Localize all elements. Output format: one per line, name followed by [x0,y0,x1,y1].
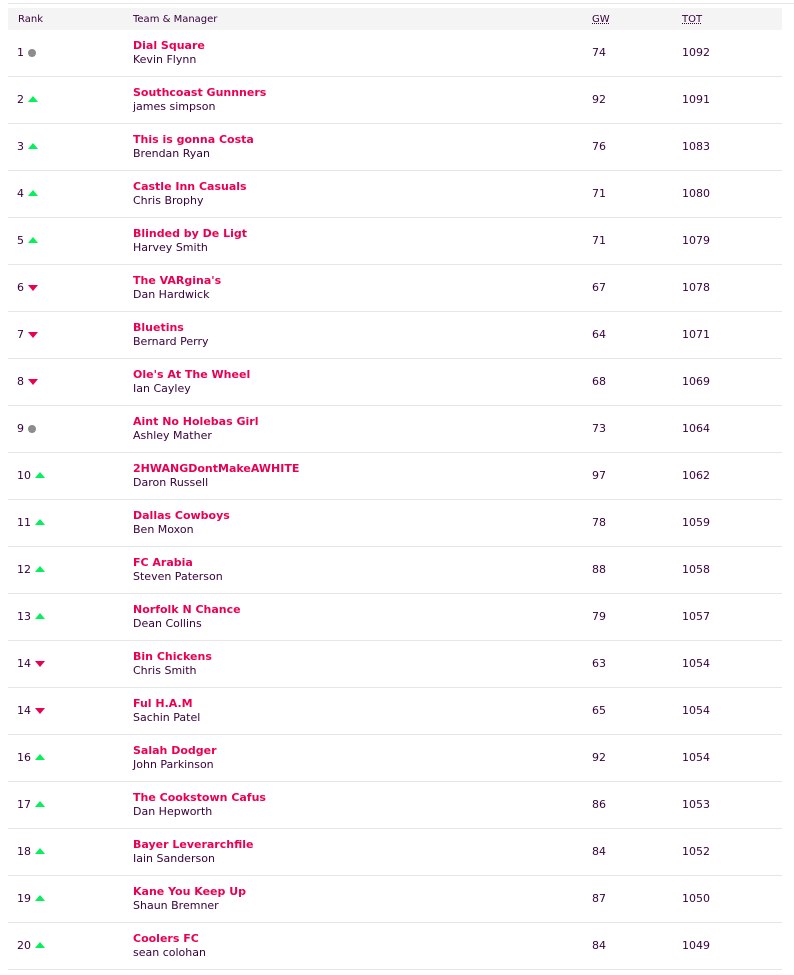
rank-cell [17,704,45,717]
movement-up-icon [28,143,38,149]
total-points: 1053 [682,798,710,811]
manager-name: John Parkinson [133,758,214,771]
gameweek-points: 88 [592,563,606,576]
table-body [8,30,782,970]
table-row [8,406,782,453]
gameweek-points: 97 [592,469,606,482]
manager-name: Daron Russell [133,476,209,489]
gameweek-points: 68 [592,375,606,388]
movement-down-icon [28,332,38,338]
table-row [8,923,782,970]
manager-name: Chris Brophy [133,194,204,207]
movement-up-icon [28,96,38,102]
table-row [8,594,782,641]
rank-number: 10 [17,469,31,482]
total-points: 1054 [682,751,710,764]
total-points: 1052 [682,845,710,858]
table-row [8,453,782,500]
total-points: 1054 [682,657,710,670]
gameweek-points: 63 [592,657,606,670]
gameweek-points: 78 [592,516,606,529]
rank-number: 5 [17,234,24,247]
team-name-link[interactable]: Coolers FC [133,932,199,945]
total-points: 1062 [682,469,710,482]
team-name-link[interactable]: 2HWANGDontMakeAWHITE [133,462,300,475]
rank-number: 6 [17,281,24,294]
rank-cell [17,234,38,247]
table-header [8,8,782,30]
manager-name: Dan Hepworth [133,805,213,818]
movement-up-icon [35,801,45,807]
table-row [8,500,782,547]
total-points: 1071 [682,328,710,341]
movement-down-icon [35,661,45,667]
rank-cell [17,469,45,482]
team-name-link[interactable]: FC Arabia [133,556,193,569]
rank-number: 20 [17,939,31,952]
table-row [8,77,782,124]
rank-cell [17,93,38,106]
gameweek-points: 79 [592,610,606,623]
gameweek-points: 92 [592,93,606,106]
movement-up-icon [35,472,45,478]
gameweek-points: 65 [592,704,606,717]
rank-number: 7 [17,328,24,341]
gameweek-points: 86 [592,798,606,811]
manager-name: Dean Collins [133,617,202,630]
table-row [8,876,782,923]
table-row [8,688,782,735]
rank-cell [17,187,38,200]
rank-cell [17,281,38,294]
manager-name: Shaun Bremner [133,899,219,912]
rank-cell [17,610,45,623]
rank-cell [17,657,45,670]
rank-cell [17,892,45,905]
rank-cell [17,328,38,341]
gameweek-points: 67 [592,281,606,294]
total-points: 1057 [682,610,710,623]
table-row [8,359,782,406]
table-row [8,265,782,312]
team-name-link[interactable]: Blinded by De Ligt [133,227,248,240]
manager-name: Iain Sanderson [133,852,215,865]
rank-cell [17,516,45,529]
gameweek-points: 71 [592,234,606,247]
table-row [8,782,782,829]
team-name-link[interactable]: Salah Dodger [133,744,217,757]
rank-cell [17,375,38,388]
rank-cell [17,46,36,59]
rank-number: 3 [17,140,24,153]
total-points: 1078 [682,281,710,294]
movement-down-icon [28,285,38,291]
manager-name: Dan Hardwick [133,288,210,301]
movement-up-icon [35,566,45,572]
movement-up-icon [35,613,45,619]
gameweek-points: 87 [592,892,606,905]
team-name-link[interactable]: Bin Chickens [133,650,212,663]
movement-up-icon [35,754,45,760]
manager-name: Ian Cayley [133,382,191,395]
team-name-link[interactable]: Ful H.A.M [133,697,193,710]
team-name-link[interactable]: Kane You Keep Up [133,885,247,898]
total-points: 1083 [682,140,710,153]
table-row [8,641,782,688]
rank-cell [17,751,45,764]
rank-number: 11 [17,516,31,529]
movement-up-icon [35,848,45,854]
rank-number: 1 [17,46,24,59]
gameweek-points: 74 [592,46,606,59]
total-points: 1058 [682,563,710,576]
rank-cell [17,845,45,858]
manager-name: Steven Paterson [133,570,223,583]
table-row [8,312,782,359]
table-row [8,30,782,77]
rank-cell [17,140,38,153]
rank-number: 8 [17,375,24,388]
gw-column-header[interactable]: GW [592,13,610,25]
rank-number: 19 [17,892,31,905]
team-manager-column-header: Team & Manager [133,13,218,25]
movement-up-icon [28,237,38,243]
movement-up-icon [35,942,45,948]
standings-table [8,8,782,970]
movement-same-icon [28,425,36,433]
total-points: 1049 [682,939,710,952]
rank-cell [17,422,36,435]
gameweek-points: 84 [592,845,606,858]
total-points: 1079 [682,234,710,247]
team-name-link[interactable]: Ole's At The Wheel [133,368,251,381]
team-name-link[interactable]: Southcoast Gunnners [133,86,267,99]
team-name-link[interactable]: Castle Inn Casuals [133,180,247,193]
movement-down-icon [28,379,38,385]
rank-number: 16 [17,751,31,764]
rank-number: 17 [17,798,31,811]
manager-name: Harvey Smith [133,241,208,254]
total-points: 1054 [682,704,710,717]
table-row [8,171,782,218]
top-divider [8,3,794,4]
manager-name: Kevin Flynn [133,53,197,66]
tot-column-header[interactable]: TOT [682,13,703,25]
table-row [8,218,782,265]
rank-number: 12 [17,563,31,576]
team-name-link[interactable]: Dallas Cowboys [133,509,230,522]
total-points: 1050 [682,892,710,905]
movement-up-icon [35,895,45,901]
gameweek-points: 73 [592,422,606,435]
team-name-link[interactable]: Aint No Holebas Girl [133,415,259,428]
gameweek-points: 92 [592,751,606,764]
team-name-link[interactable]: Bayer Leverarchfile [133,838,254,851]
rank-cell [17,798,45,811]
manager-name: Ashley Mather [133,429,212,442]
manager-name: james simpson [133,100,216,113]
gameweek-points: 64 [592,328,606,341]
movement-same-icon [28,49,36,57]
table-row [8,829,782,876]
team-name-link[interactable]: Norfolk N Chance [133,603,241,616]
table-row [8,124,782,171]
table-row [8,735,782,782]
team-name-link[interactable]: This is gonna Costa [133,133,254,146]
rank-number: 14 [17,704,31,717]
rank-number: 4 [17,187,24,200]
team-name-link[interactable]: Bluetins [133,321,184,334]
gameweek-points: 76 [592,140,606,153]
table-row [8,547,782,594]
rank-number: 14 [17,657,31,670]
total-points: 1091 [682,93,710,106]
manager-name: Sachin Patel [133,711,201,724]
movement-down-icon [35,708,45,714]
rank-number: 9 [17,422,24,435]
total-points: 1092 [682,46,710,59]
rank-cell [17,563,45,576]
manager-name: sean colohan [133,946,206,959]
total-points: 1080 [682,187,710,200]
manager-name: Brendan Ryan [133,147,211,160]
team-name-link[interactable]: The VARgina's [133,274,222,287]
rank-number: 18 [17,845,31,858]
rank-column-header: Rank [18,13,43,25]
team-name-link[interactable]: The Cookstown Cafus [133,791,266,804]
rank-number: 2 [17,93,24,106]
manager-name: Chris Smith [133,664,197,677]
total-points: 1064 [682,422,710,435]
gameweek-points: 84 [592,939,606,952]
rank-cell [17,939,45,952]
gameweek-points: 71 [592,187,606,200]
manager-name: Ben Moxon [133,523,194,536]
movement-up-icon [28,190,38,196]
team-name-link[interactable]: Dial Square [133,39,205,52]
movement-up-icon [35,519,45,525]
rank-number: 13 [17,610,31,623]
total-points: 1059 [682,516,710,529]
total-points: 1069 [682,375,710,388]
manager-name: Bernard Perry [133,335,209,348]
